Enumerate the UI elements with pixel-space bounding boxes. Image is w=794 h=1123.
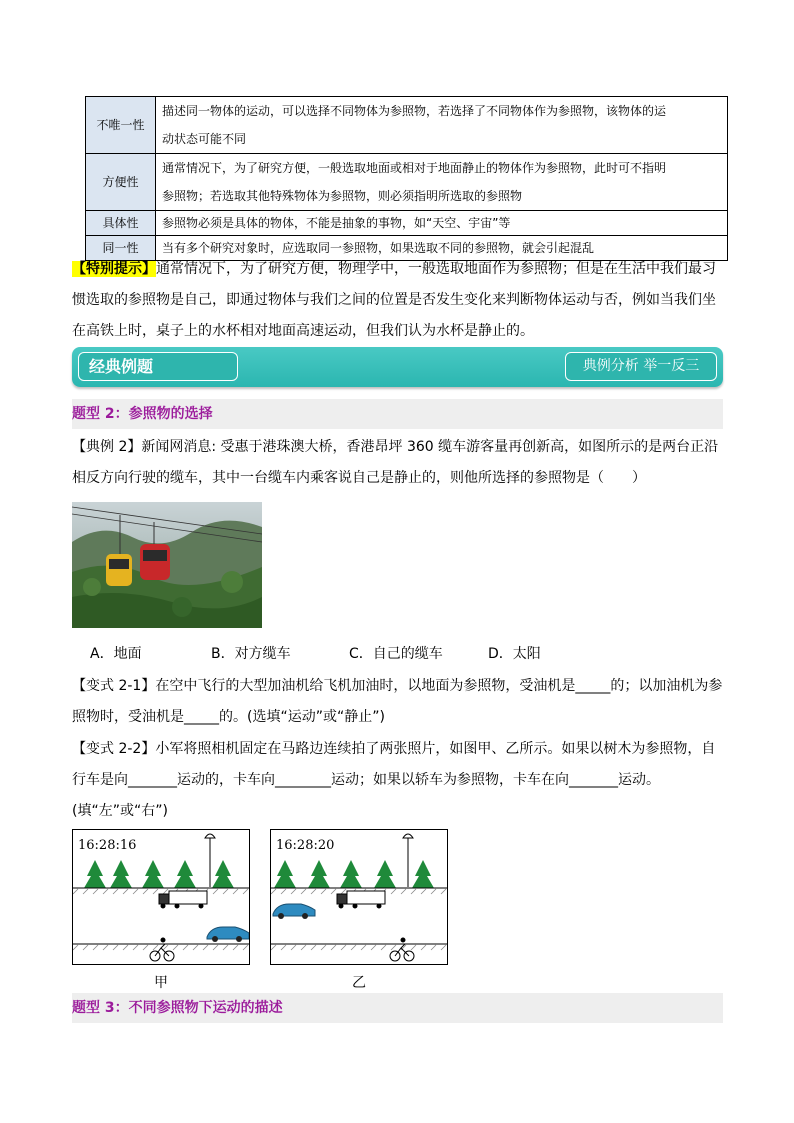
sedan	[207, 927, 249, 942]
example-2	[72, 432, 724, 494]
desc-line: 描述同一物体的运动，可以选择不同物体为参照物，若选择了不同物体作为参照物，该物体的运	[162, 104, 667, 118]
road-scene-yi	[270, 829, 448, 965]
lamp-post	[403, 834, 413, 887]
desc-line: 当有多个研究对象时，应选取同一参照物，如果选取不同的参照物，就会引起混乱	[162, 240, 595, 255]
variant-tag: 【变式 2-2】	[72, 741, 156, 757]
scene-caption-jia: 甲	[154, 975, 168, 991]
sedan	[273, 904, 315, 919]
row-desc	[156, 154, 728, 211]
truck	[159, 891, 207, 908]
row-desc	[156, 97, 728, 154]
variant-text: 小军将照相机固定在马路边连续拍了两张照片，如图甲、乙所示。如果以树木为参照物，自行车是向_______运动的，卡车向________运动；如果以轿车为参照物，卡车在向_______运动。(填“左”或“右”)	[72, 741, 716, 819]
row-name: 方便性	[86, 154, 156, 211]
truck	[337, 891, 385, 908]
desc-line: 参照物；若选取其他特殊物体为参照物，则必须指明所选取的参照物	[162, 189, 523, 203]
scene-timestamp: 16:28:20	[276, 838, 335, 853]
road-scene-drawing	[73, 830, 249, 964]
example-text: 新闻网消息: 受惠于港珠澳大桥，香港昂坪 360 缆车游客量再创新高，如图所示的是两台正沿相反方向行驶的缆车，其中一台缆车内乘客说自己是静止的，则他所选择的参照物是（ ）	[72, 439, 719, 486]
banner-title: 经典例题	[78, 352, 238, 381]
variant-tag: 【变式 2-1】	[72, 678, 156, 694]
type-2-heading: 题型 2：参照物的选择	[72, 399, 723, 429]
option-a[interactable]: A．地面	[90, 646, 142, 662]
tip-text: 通常情况下，为了研究方便，物理学中，一般选取地面作为参照物；但是在生活中我们最习惯选取的参照物是自己，即通过物体与我们之间的位置是否发生变化来判断物体运动与否，例如当我们坐在高铁上时，桌子上的水杯相对地面高速运动，但我们认为水杯是静止的。	[72, 261, 716, 339]
cable-car-photo	[72, 502, 262, 628]
row-name: 不唯一性	[86, 97, 156, 154]
option-b[interactable]: B．对方缆车	[211, 646, 291, 662]
desc-line: 通常情况下，为了研究方便，一般选取地面或相对于地面静止的物体作为参照物，此时可不指明	[162, 161, 667, 175]
tree-row	[84, 860, 234, 888]
row-name: 具体性	[86, 211, 156, 236]
special-tip	[72, 254, 724, 347]
desc-line: 参照物必须是具体的物体，不能是抽象的事物，如“天空、宇宙”等	[162, 215, 511, 230]
variant-2-2	[72, 734, 724, 827]
type-3-heading: 题型 3：不同参照物下运动的描述	[72, 993, 723, 1023]
tree-row	[274, 860, 434, 888]
lower-hatch	[271, 945, 446, 950]
scene-timestamp: 16:28:16	[78, 838, 137, 853]
table-row	[86, 211, 728, 236]
variant-text: 在空中飞行的大型加油机给飞机加油时，以地面为参照物，受油机是_____的；以加油机为参照物时，受油机是_____的。(选填“运动”或“静止”)	[72, 678, 723, 725]
banner-subtitle: 典例分析 举一反三	[565, 352, 717, 381]
row-name: 同一性	[86, 236, 156, 261]
desc-line: 动状态可能不同	[162, 132, 247, 146]
lamp-post	[205, 834, 215, 887]
variant-2-1	[72, 671, 724, 733]
cyclist	[390, 938, 414, 961]
road-scene-drawing	[271, 830, 447, 964]
scene-caption-yi: 乙	[352, 975, 366, 991]
example-tag: 【典例 2】	[72, 439, 142, 455]
upper-hatch	[73, 889, 248, 894]
option-c[interactable]: C．自己的缆车	[349, 646, 443, 662]
row-desc	[156, 211, 728, 236]
section-banner	[72, 347, 723, 387]
option-d[interactable]: D．太阳	[488, 646, 541, 662]
properties-table	[85, 96, 728, 261]
road-scene-jia	[72, 829, 250, 965]
table-row	[86, 97, 728, 154]
tip-tag: 【特别提示】	[72, 261, 156, 277]
answer-options	[90, 643, 690, 667]
table-row	[86, 154, 728, 211]
